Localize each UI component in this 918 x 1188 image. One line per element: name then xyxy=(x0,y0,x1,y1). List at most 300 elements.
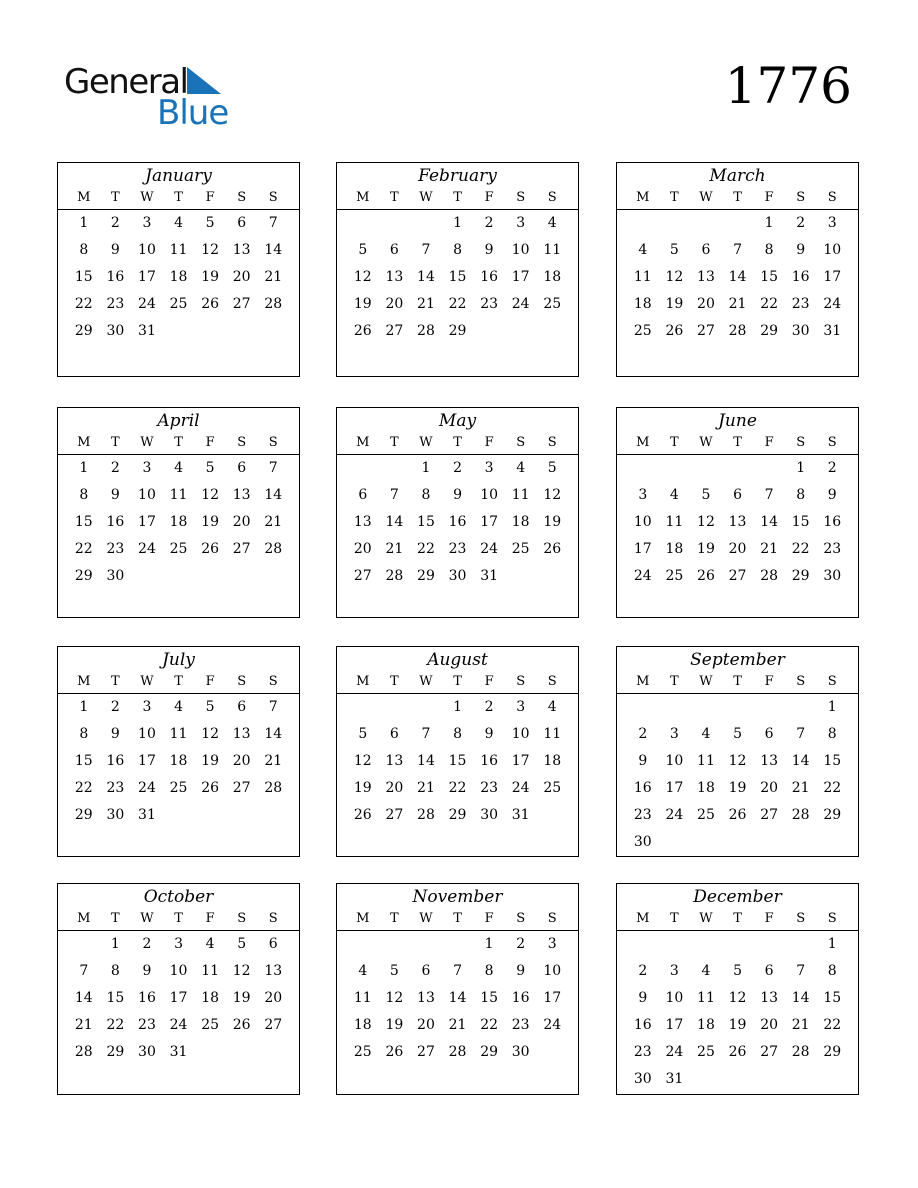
day-cell: 16 xyxy=(448,514,467,530)
day-cell xyxy=(753,931,785,958)
week-row xyxy=(627,985,848,1012)
week-row xyxy=(347,536,568,563)
day-cell: 20 xyxy=(697,296,715,312)
day-cell: 4 xyxy=(174,699,183,715)
day-cell: 25 xyxy=(543,780,562,796)
day-cell: 25 xyxy=(353,1044,372,1060)
week-row xyxy=(627,721,848,748)
day-cell xyxy=(627,931,659,958)
day-cell: 7 xyxy=(764,487,774,503)
day-cell: 25 xyxy=(201,1017,220,1033)
day-cell: 6 xyxy=(268,936,278,952)
day-cell: 16 xyxy=(823,514,842,530)
day-cell: 15 xyxy=(823,753,842,769)
day-cell: 14 xyxy=(264,726,283,742)
day-cell: 2 xyxy=(638,963,648,979)
day-cell: 18 xyxy=(511,514,530,530)
weekday-label: M xyxy=(636,190,650,205)
day-cell xyxy=(722,210,754,237)
day-cell: 8 xyxy=(484,963,494,979)
day-cell: 14 xyxy=(760,514,779,530)
week-row xyxy=(68,237,289,264)
weekday-label: S xyxy=(268,190,278,205)
week-rows xyxy=(58,694,299,829)
day-cell: 16 xyxy=(480,753,499,769)
day-cell: 29 xyxy=(106,1044,125,1060)
week-row xyxy=(627,931,848,958)
day-cell: 13 xyxy=(264,963,283,979)
day-cell: 24 xyxy=(665,1044,684,1060)
day-cell: 15 xyxy=(74,514,93,530)
day-cell: 27 xyxy=(232,780,251,796)
week-row xyxy=(627,775,848,802)
month-title: May xyxy=(438,411,477,431)
day-cell: 31 xyxy=(511,807,530,823)
day-cell: 4 xyxy=(547,215,557,231)
weekday-label: S xyxy=(268,911,278,926)
weekday-label: S xyxy=(547,190,557,205)
day-cell: 11 xyxy=(353,990,372,1006)
day-cell: 20 xyxy=(760,1017,779,1033)
day-cell: 7 xyxy=(268,460,278,476)
day-cell: 28 xyxy=(448,1044,467,1060)
day-cell: 20 xyxy=(728,541,747,557)
weekday-header xyxy=(617,431,858,455)
day-cell: 17 xyxy=(138,514,156,530)
day-cell: 6 xyxy=(764,963,774,979)
day-cell xyxy=(257,318,289,345)
day-cell: 22 xyxy=(74,296,93,312)
weekday-label: T xyxy=(453,674,462,689)
day-cell: 12 xyxy=(385,990,404,1006)
day-cell: 5 xyxy=(358,726,368,742)
day-cell: 29 xyxy=(74,323,93,339)
day-cell xyxy=(690,1066,722,1093)
day-cell: 21 xyxy=(448,1017,467,1033)
day-cell: 20 xyxy=(232,753,251,769)
month-july xyxy=(57,646,300,857)
day-cell: 26 xyxy=(201,541,220,557)
day-cell: 28 xyxy=(417,323,435,339)
day-cell: 16 xyxy=(106,753,125,769)
weekday-label: M xyxy=(356,674,370,689)
day-cell: 25 xyxy=(511,541,530,557)
weekday-label: T xyxy=(111,190,120,205)
day-cell: 26 xyxy=(353,807,372,823)
day-cell xyxy=(505,563,537,590)
day-cell: 14 xyxy=(448,990,467,1006)
weekday-label: M xyxy=(356,911,370,926)
day-cell: 20 xyxy=(232,514,251,530)
weekday-label: F xyxy=(205,674,215,689)
weekday-label: T xyxy=(174,435,183,450)
weekday-label: T xyxy=(733,674,742,689)
day-cell: 21 xyxy=(264,269,283,285)
day-cell: 18 xyxy=(201,990,220,1006)
week-row xyxy=(347,1012,568,1039)
day-cell: 18 xyxy=(169,269,188,285)
month-title: July xyxy=(162,650,195,670)
weekday-label: W xyxy=(140,190,154,205)
day-cell xyxy=(410,210,442,237)
day-cell: 2 xyxy=(453,460,462,476)
week-rows xyxy=(337,210,578,345)
day-cell: 24 xyxy=(823,296,842,312)
day-cell: 4 xyxy=(358,963,368,979)
month-title: October xyxy=(143,887,214,907)
day-cell: 9 xyxy=(827,487,837,503)
week-row xyxy=(68,210,289,237)
weekday-label: W xyxy=(699,674,713,689)
day-cell: 26 xyxy=(201,296,220,312)
day-cell: 23 xyxy=(633,807,652,823)
day-cell xyxy=(347,931,379,958)
day-cell: 29 xyxy=(74,568,93,584)
week-row xyxy=(627,1012,848,1039)
weekday-label: F xyxy=(484,911,494,926)
weekday-label: F xyxy=(764,911,774,926)
week-row xyxy=(627,802,848,829)
day-cell: 31 xyxy=(480,568,499,584)
day-cell: 15 xyxy=(106,990,125,1006)
day-cell: 18 xyxy=(697,780,715,796)
day-cell: 3 xyxy=(174,936,183,952)
day-cell: 18 xyxy=(665,541,684,557)
week-row xyxy=(68,931,289,958)
month-title: December xyxy=(693,887,782,907)
weekday-label: F xyxy=(764,190,774,205)
week-row xyxy=(627,563,848,590)
day-cell: 12 xyxy=(201,726,220,742)
week-row xyxy=(347,985,568,1012)
day-cell: 28 xyxy=(791,807,810,823)
day-cell: 11 xyxy=(169,487,188,503)
day-cell: 3 xyxy=(827,215,837,231)
day-cell xyxy=(536,1039,568,1066)
day-cell: 24 xyxy=(511,296,530,312)
weekday-label: S xyxy=(237,435,247,450)
day-cell: 17 xyxy=(633,541,652,557)
day-cell: 14 xyxy=(385,514,404,530)
day-cell: 1 xyxy=(827,699,837,715)
week-row xyxy=(627,1039,848,1066)
weekday-label: M xyxy=(636,435,650,450)
weekday-header xyxy=(58,670,299,694)
weekday-header xyxy=(58,431,299,455)
weekday-label: S xyxy=(827,190,837,205)
week-row xyxy=(627,455,848,482)
day-cell: 26 xyxy=(728,1044,747,1060)
day-cell: 12 xyxy=(353,753,372,769)
day-cell: 30 xyxy=(106,807,125,823)
day-cell: 20 xyxy=(760,780,779,796)
day-cell: 13 xyxy=(417,990,435,1006)
day-cell: 21 xyxy=(728,296,747,312)
day-cell: 13 xyxy=(760,753,779,769)
day-cell xyxy=(473,318,505,345)
day-cell: 2 xyxy=(110,215,120,231)
day-cell: 16 xyxy=(633,1017,652,1033)
day-cell: 10 xyxy=(138,726,156,742)
weekday-label: F xyxy=(764,674,774,689)
weekday-label: T xyxy=(670,435,679,450)
day-cell xyxy=(659,455,691,482)
day-cell xyxy=(753,1066,785,1093)
weekday-label: W xyxy=(699,435,713,450)
day-cell: 23 xyxy=(511,1017,530,1033)
day-cell: 11 xyxy=(511,487,530,503)
day-cell: 4 xyxy=(701,726,711,742)
day-cell xyxy=(194,318,226,345)
day-cell: 18 xyxy=(633,296,652,312)
day-cell xyxy=(690,210,722,237)
day-cell: 24 xyxy=(543,1017,562,1033)
weekday-label: F xyxy=(484,435,494,450)
day-cell: 21 xyxy=(417,296,435,312)
day-cell: 13 xyxy=(385,269,404,285)
weekday-label: W xyxy=(419,674,433,689)
day-cell: 24 xyxy=(169,1017,188,1033)
weekday-label: T xyxy=(453,190,462,205)
day-cell: 5 xyxy=(733,963,742,979)
month-may xyxy=(336,407,579,618)
day-cell: 19 xyxy=(232,990,251,1006)
day-cell xyxy=(722,455,754,482)
day-cell: 31 xyxy=(138,323,156,339)
day-cell: 19 xyxy=(385,1017,404,1033)
day-cell xyxy=(257,1039,289,1066)
day-cell: 1 xyxy=(764,215,774,231)
day-cell: 10 xyxy=(823,242,842,258)
day-cell: 27 xyxy=(264,1017,283,1033)
brand-logo xyxy=(64,62,234,132)
weekday-label: F xyxy=(484,190,494,205)
month-february xyxy=(336,162,579,377)
weekday-label: M xyxy=(77,911,91,926)
day-cell: 30 xyxy=(633,834,652,850)
weekday-label: M xyxy=(77,674,91,689)
weekday-label: T xyxy=(390,190,399,205)
day-cell: 12 xyxy=(201,242,220,258)
week-row xyxy=(347,237,568,264)
day-cell: 9 xyxy=(110,726,120,742)
day-cell: 2 xyxy=(110,460,120,476)
week-row xyxy=(68,985,289,1012)
day-cell: 21 xyxy=(760,541,779,557)
day-cell: 3 xyxy=(669,726,679,742)
day-cell: 6 xyxy=(237,699,247,715)
month-june xyxy=(616,407,859,618)
week-row xyxy=(627,829,848,856)
day-cell: 16 xyxy=(480,269,499,285)
day-cell: 12 xyxy=(232,963,251,979)
day-cell: 21 xyxy=(791,1017,810,1033)
day-cell: 31 xyxy=(665,1071,684,1087)
week-row xyxy=(68,455,289,482)
weekday-label: T xyxy=(390,435,399,450)
day-cell: 15 xyxy=(74,753,93,769)
day-cell: 23 xyxy=(106,296,125,312)
weekday-label: F xyxy=(484,674,494,689)
day-cell xyxy=(785,694,817,721)
week-row xyxy=(68,482,289,509)
day-cell: 18 xyxy=(543,753,562,769)
week-row xyxy=(347,931,568,958)
day-cell xyxy=(257,802,289,829)
weekday-label: T xyxy=(111,435,120,450)
day-cell: 13 xyxy=(232,726,251,742)
day-cell: 9 xyxy=(516,963,526,979)
day-cell: 9 xyxy=(453,487,462,503)
day-cell: 27 xyxy=(417,1044,435,1060)
day-cell: 8 xyxy=(421,487,431,503)
day-cell: 27 xyxy=(385,323,404,339)
weekday-label: S xyxy=(547,435,557,450)
day-cell: 29 xyxy=(417,568,435,584)
day-cell: 9 xyxy=(110,242,120,258)
day-cell: 10 xyxy=(169,963,188,979)
day-cell: 11 xyxy=(169,726,188,742)
day-cell: 19 xyxy=(201,269,220,285)
day-cell: 27 xyxy=(728,568,747,584)
week-row xyxy=(68,694,289,721)
day-cell xyxy=(226,1039,258,1066)
day-cell: 17 xyxy=(480,514,499,530)
calendar-year: 1776 xyxy=(724,57,852,115)
day-cell: 14 xyxy=(791,990,810,1006)
day-cell xyxy=(536,318,568,345)
week-row xyxy=(68,264,289,291)
weekday-label: T xyxy=(453,435,462,450)
day-cell xyxy=(690,931,722,958)
week-rows xyxy=(337,694,578,829)
day-cell: 15 xyxy=(823,990,842,1006)
day-cell: 28 xyxy=(264,541,283,557)
day-cell: 25 xyxy=(665,568,684,584)
day-cell: 8 xyxy=(764,242,774,258)
day-cell: 6 xyxy=(237,215,247,231)
day-cell: 1 xyxy=(79,699,89,715)
day-cell: 29 xyxy=(760,323,779,339)
day-cell: 9 xyxy=(484,726,494,742)
month-august xyxy=(336,646,579,857)
day-cell: 19 xyxy=(728,780,747,796)
day-cell: 12 xyxy=(665,269,684,285)
weekday-label: T xyxy=(174,190,183,205)
day-cell: 6 xyxy=(733,487,742,503)
day-cell xyxy=(785,1066,817,1093)
month-title: June xyxy=(718,411,757,431)
day-cell: 5 xyxy=(701,487,711,503)
day-cell xyxy=(194,563,226,590)
day-cell xyxy=(410,694,442,721)
day-cell: 11 xyxy=(169,242,188,258)
day-cell: 7 xyxy=(389,487,399,503)
day-cell: 12 xyxy=(543,487,562,503)
weekday-header xyxy=(337,186,578,210)
day-cell: 21 xyxy=(74,1017,93,1033)
weekday-label: S xyxy=(237,190,247,205)
week-row xyxy=(68,509,289,536)
day-cell: 9 xyxy=(142,963,152,979)
week-row xyxy=(347,1039,568,1066)
week-row xyxy=(347,802,568,829)
day-cell: 23 xyxy=(138,1017,156,1033)
day-cell: 10 xyxy=(511,242,530,258)
week-row xyxy=(68,536,289,563)
day-cell: 3 xyxy=(516,215,526,231)
day-cell: 9 xyxy=(484,242,494,258)
day-cell xyxy=(753,455,785,482)
day-cell: 17 xyxy=(823,269,842,285)
brand-name-general: General xyxy=(64,62,188,102)
weekday-label: W xyxy=(140,674,154,689)
day-cell: 19 xyxy=(353,296,372,312)
week-row xyxy=(627,210,848,237)
day-cell: 9 xyxy=(110,487,120,503)
day-cell: 11 xyxy=(697,990,715,1006)
day-cell: 1 xyxy=(796,460,806,476)
week-row xyxy=(347,210,568,237)
day-cell: 22 xyxy=(823,1017,842,1033)
day-cell: 12 xyxy=(201,487,220,503)
day-cell: 13 xyxy=(232,242,251,258)
week-row xyxy=(347,721,568,748)
day-cell: 18 xyxy=(353,1017,372,1033)
day-cell xyxy=(379,931,411,958)
day-cell: 16 xyxy=(633,780,652,796)
day-cell: 10 xyxy=(138,242,156,258)
weekday-header xyxy=(337,670,578,694)
day-cell xyxy=(163,318,195,345)
week-rows xyxy=(337,931,578,1066)
day-cell: 5 xyxy=(237,936,247,952)
weekday-label: T xyxy=(111,911,120,926)
weekday-label: T xyxy=(670,674,679,689)
weekday-label: W xyxy=(140,911,154,926)
weekday-label: W xyxy=(699,911,713,926)
day-cell: 22 xyxy=(448,780,467,796)
month-november xyxy=(336,883,579,1095)
day-cell: 4 xyxy=(638,242,648,258)
day-cell: 17 xyxy=(169,990,188,1006)
day-cell: 13 xyxy=(728,514,747,530)
day-cell: 26 xyxy=(385,1044,404,1060)
day-cell: 1 xyxy=(827,936,837,952)
day-cell xyxy=(785,829,817,856)
day-cell: 19 xyxy=(201,514,220,530)
day-cell: 15 xyxy=(448,269,467,285)
day-cell: 7 xyxy=(733,242,742,258)
day-cell: 8 xyxy=(827,726,837,742)
day-cell: 12 xyxy=(728,753,747,769)
week-row xyxy=(347,318,568,345)
day-cell: 4 xyxy=(174,215,183,231)
month-title: February xyxy=(418,166,497,186)
day-cell: 24 xyxy=(138,541,156,557)
day-cell: 12 xyxy=(697,514,715,530)
day-cell: 3 xyxy=(142,460,152,476)
day-cell: 8 xyxy=(110,963,120,979)
weekday-label: F xyxy=(764,435,774,450)
day-cell: 14 xyxy=(74,990,93,1006)
day-cell xyxy=(536,563,568,590)
day-cell: 1 xyxy=(453,699,462,715)
weekday-label: S xyxy=(796,911,806,926)
weekday-label: M xyxy=(636,911,650,926)
day-cell: 17 xyxy=(138,753,156,769)
month-january xyxy=(57,162,300,377)
